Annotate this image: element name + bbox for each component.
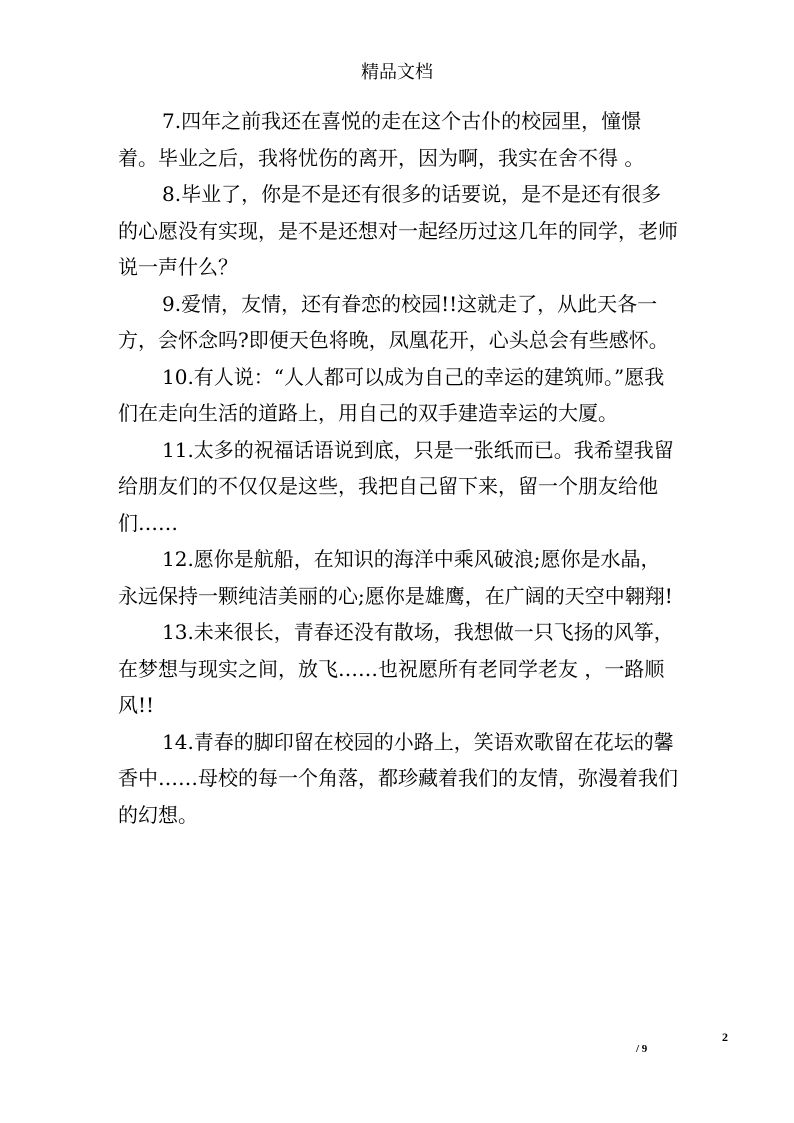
paragraph-7: 7.四年之前我还在喜悦的走在这个古仆的校园里，憧憬着。毕业之后，我将忧伤的离开，因为啊，我实在舍不得 。 <box>118 109 645 170</box>
paragraph-8: 8.毕业了，你是不是还有很多的话要说，是不是还有很多的心愿没有实现，是不是还想对一起经历过这几年的同学，老师说一声什么？ <box>118 182 678 279</box>
paragraph-12: 12.愿你是航船，在知识的海洋中乘风破浪;愿你是水晶，永远保持一颗纯洁美丽的心;愿你是雄鹰，在广阔的天空中翱翔! <box>118 547 673 608</box>
paragraph-13: 13.未来很长，青春还没有散场，我想做一只飞扬的风筝，在梦想与现实之间，放飞……也祝愿所有老同学老友 ，一路顺风!! <box>118 620 674 717</box>
paragraph-11: 11.太多的祝福话语说到底，只是一张纸而已。我希望我留给朋友们的不仅仅是这些，我把自己留下来，留一个朋友给他们…… <box>118 437 674 535</box>
paragraph-10: 10.有人说：“人人都可以成为自己的幸运的建筑师。”愿我们在走向生活的道路上，用自己的双手建造幸运的大厦。 <box>118 364 665 425</box>
page-total: / 9 <box>636 1043 648 1055</box>
paragraph-14: 14.青春的脚印留在校园的小路上，笑语欢歌留在花坛的馨香中……母校的每一个角落，都珍藏着我们的友情，弥漫着我们的幻想。 <box>118 729 678 827</box>
page-header-title: 精品文档 <box>361 62 433 83</box>
paragraph-9: 9.爱情，友情，还有眷恋的校园!!这就走了，从此天各一方，会怀念吗?即便天色将晚，凤凰花开，心头总会有些感怀。 <box>118 291 669 352</box>
page-number: 2 <box>722 1030 728 1044</box>
document-body <box>118 103 678 833</box>
